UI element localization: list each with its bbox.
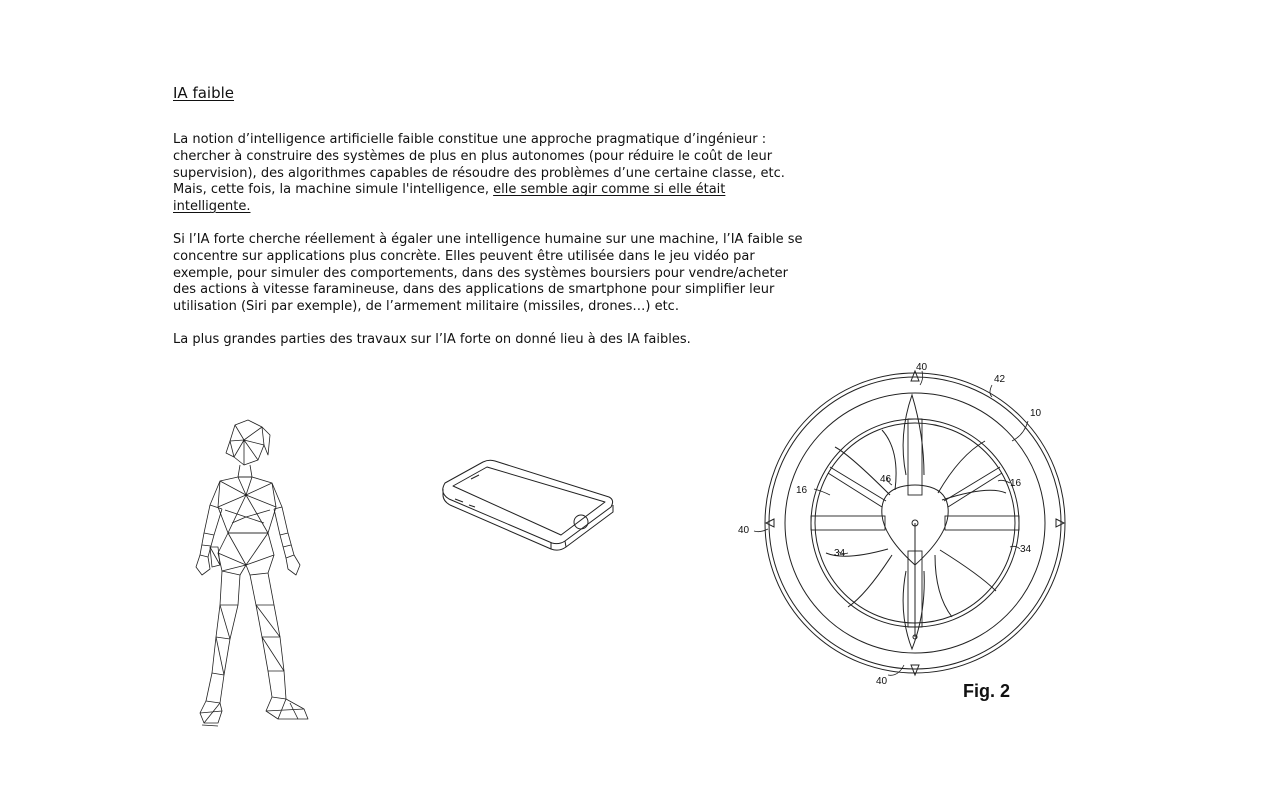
paragraph-1-underlined: elle semble agir comme si elle était intelligente. [173, 182, 726, 215]
wireframe-character-image [180, 415, 320, 730]
fan-label-body: 10 [1030, 408, 1042, 419]
fan-patent-drawing [730, 355, 1075, 700]
paragraph-weak-ai-definition [173, 132, 803, 216]
fan-label-hub: 46 [880, 474, 892, 485]
fan-label-blade-left: 16 [796, 485, 808, 496]
slide-title: IA faible [173, 84, 235, 102]
paragraph-weak-ai-conclusion: La plus grandes parties des travaux sur l’IA forte on donné lieu à des IA faibles. [173, 332, 691, 347]
fan-label-strut-left: 34 [834, 548, 846, 559]
figure-caption: Fig. 2 [963, 681, 1011, 701]
paragraph-weak-ai-applications: Si l’IA forte cherche réellement à égaler une intelligence humaine sur une machine, l’IA faible se concentre sur applications plus concrète. Elles peuvent être utilisée dans le jeu vidéo par exemple, pour simuler des comportements, dans des systèmes boursiers pour vendre/acheter des actions à vitesse faramineuse, dans des applications de smartphone pour simplifier leur utilisation (Siri par exemple), de l’armement militaire (missiles, drones…) etc. [173, 232, 803, 315]
fan-label-top: 40 [916, 362, 928, 373]
smartphone-image [435, 455, 620, 555]
fan-label-left: 40 [738, 525, 750, 536]
fan-label-outer-ring: 42 [994, 374, 1006, 385]
fan-label-strut-right: 34 [1020, 544, 1032, 555]
paragraph-1-text: La notion d’intelligence artificielle faible constitue une approche pragmatique d’ingénieur : chercher à construire des systèmes de plus en plus autonomes (pour réduire le coût de leur supervision), des algorithmes capables de résoudre des problèmes d’une certaine classe, etc. Mais, cette fois, la machine simule l'intelligence, [173, 132, 785, 198]
fan-label-blade-right: 16 [1010, 478, 1022, 489]
fan-label-bottom: 40 [876, 676, 888, 687]
